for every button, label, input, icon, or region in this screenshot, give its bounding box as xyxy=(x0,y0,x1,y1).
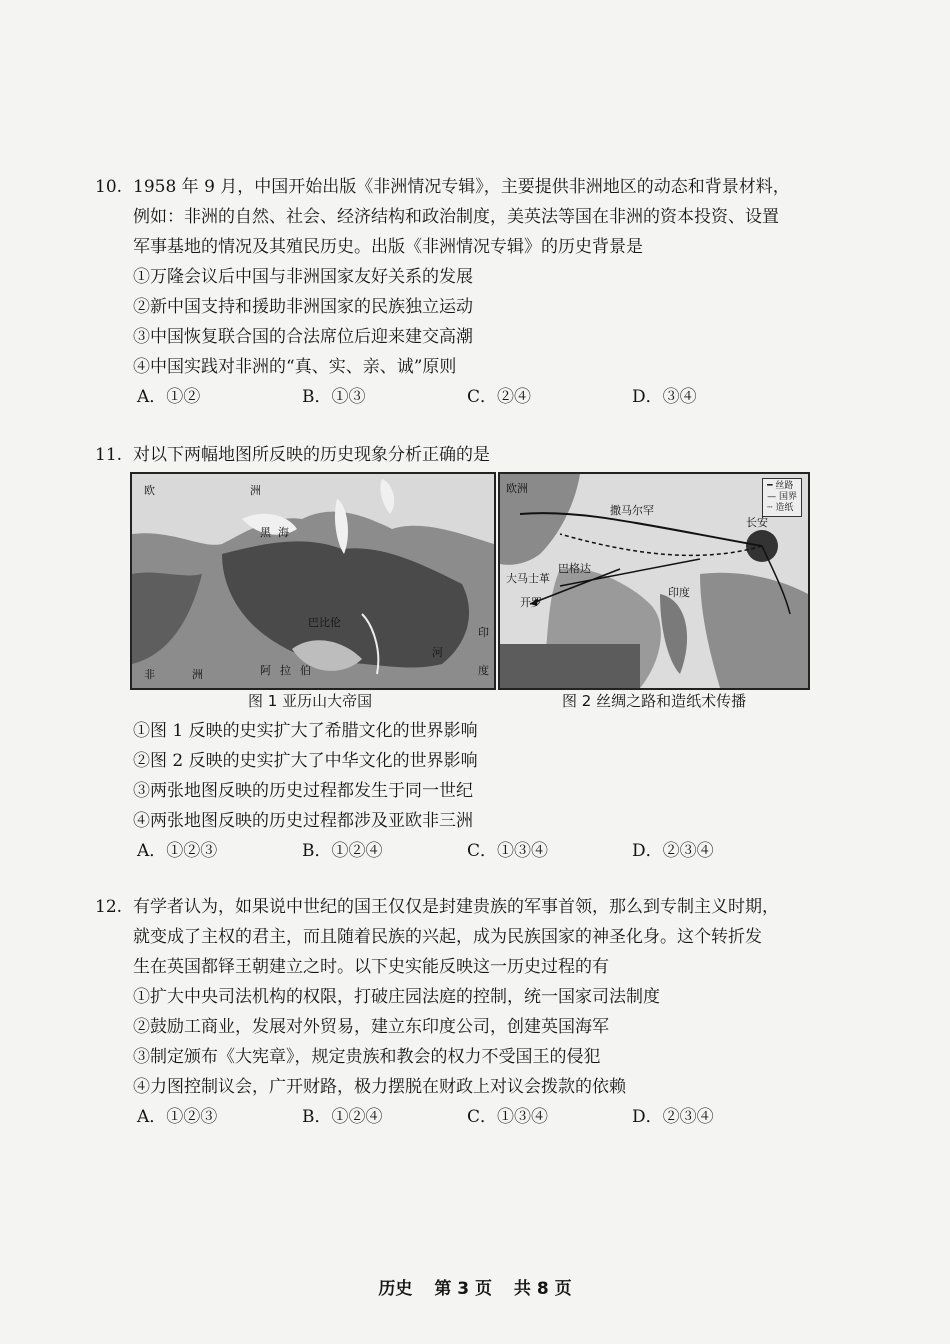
page-footer xyxy=(0,1274,950,1299)
map-silk-road xyxy=(498,472,810,690)
map-label: 洲 xyxy=(250,484,261,497)
map-label: 欧洲 xyxy=(506,482,528,495)
question-number: 11. xyxy=(95,445,123,465)
question-11 xyxy=(95,440,855,470)
legend-item: — 国界 xyxy=(767,492,797,502)
map-label: 印度 xyxy=(668,586,690,599)
question-number: 12. xyxy=(95,897,123,917)
map-label: 阿 xyxy=(260,664,271,677)
map2-caption: 图 2 丝绸之路和造纸术传播 xyxy=(562,692,747,710)
choice-c[interactable]: C．①③④ xyxy=(467,841,549,861)
statement-2: ②新中国支持和援助非洲国家的民族独立运动 xyxy=(133,297,473,317)
map-label: 巴格达 xyxy=(558,562,591,575)
question-stem xyxy=(133,172,855,262)
question-stem xyxy=(133,440,855,470)
map-label: 长安 xyxy=(746,516,768,529)
choice-c[interactable]: C．②④ xyxy=(467,387,532,407)
map-alexander-empire xyxy=(130,472,496,690)
statement-4: ④力图控制议会，广开财路，极力摆脱在财政上对议会拨款的依赖 xyxy=(133,1077,626,1097)
map-label: 非 xyxy=(144,668,155,681)
statement-2: ②图 2 反映的史实扩大了中华文化的世界影响 xyxy=(133,751,478,771)
map2-legend xyxy=(762,478,802,517)
map1-caption: 图 1 亚历山大帝国 xyxy=(248,692,373,710)
stem-line: 就变成了主权的君主，而且随着民族的兴起，成为民族国家的神圣化身。这个转折发 xyxy=(133,927,762,947)
map-label: 河 xyxy=(432,646,443,659)
map-label: 印 xyxy=(478,626,489,639)
statement-3: ③两张地图反映的历史过程都发生于同一世纪 xyxy=(133,781,473,801)
map-label: 黑 xyxy=(260,526,271,539)
footer-page-number: 第 3 页 xyxy=(434,1279,492,1299)
map-label: 撒马尔罕 xyxy=(610,504,654,517)
choice-d[interactable]: D．③④ xyxy=(632,387,697,407)
map-label: 洲 xyxy=(192,668,203,681)
question-stem xyxy=(133,892,855,982)
question-11-options xyxy=(95,716,855,866)
map-label: 大马士革 xyxy=(506,572,550,585)
map-label: 巴比伦 xyxy=(308,616,341,629)
choice-a[interactable]: A．①② xyxy=(137,387,201,407)
answer-choices xyxy=(137,836,855,866)
answer-choices xyxy=(137,1102,855,1132)
statement-1: ①扩大中央司法机构的权限，打破庄园法庭的控制，统一国家司法制度 xyxy=(133,987,660,1007)
map-figures xyxy=(130,472,810,688)
statement-4: ④中国实践对非洲的“真、实、亲、诚”原则 xyxy=(133,357,457,377)
answer-choices xyxy=(137,382,855,412)
map-label: 度 xyxy=(478,664,489,677)
statement-2: ②鼓励工商业，发展对外贸易，建立东印度公司，创建英国海军 xyxy=(133,1017,609,1037)
statement-3: ③中国恢复联合国的合法席位后迎来建交高潮 xyxy=(133,327,473,347)
stem-line: 例如：非洲的自然、社会、经济结构和政治制度，美英法等国在非洲的资本投资、设置 xyxy=(133,207,779,227)
map-label: 欧 xyxy=(144,484,155,497)
choice-a[interactable]: A．①②③ xyxy=(137,1107,218,1127)
choice-b[interactable]: B．①②④ xyxy=(302,1107,383,1127)
stem-line: 军事基地的情况及其殖民历史。出版《非洲情况专辑》的历史背景是 xyxy=(133,237,643,257)
statement-1: ①图 1 反映的史实扩大了希腊文化的世界影响 xyxy=(133,721,478,741)
choice-b[interactable]: B．①②④ xyxy=(302,841,383,861)
statement-4: ④两张地图反映的历史过程都涉及亚欧非三洲 xyxy=(133,811,473,831)
choice-c[interactable]: C．①③④ xyxy=(467,1107,549,1127)
stem-line: 有学者认为，如果说中世纪的国王仅仅是封建贵族的军事首领，那么到专制主义时期， xyxy=(133,897,779,917)
choice-d[interactable]: D．②③④ xyxy=(632,1107,714,1127)
question-12 xyxy=(95,892,855,1132)
question-number: 10. xyxy=(95,177,123,197)
choice-d[interactable]: D．②③④ xyxy=(632,841,714,861)
map-label: 伯 xyxy=(300,664,311,677)
statement-3: ③制定颁布《大宪章》，规定贵族和教会的权力不受国王的侵犯 xyxy=(133,1047,601,1067)
map-label: 开罗 xyxy=(520,596,542,609)
map-label: 拉 xyxy=(280,664,291,677)
question-10 xyxy=(95,172,855,412)
choice-b[interactable]: B．①③ xyxy=(302,387,366,407)
statement-1: ①万隆会议后中国与非洲国家友好关系的发展 xyxy=(133,267,473,287)
legend-item: ━ 丝路 xyxy=(767,481,794,491)
stem-line: 对以下两幅地图所反映的历史现象分析正确的是 xyxy=(133,445,490,465)
footer-subject: 历史 xyxy=(378,1279,413,1299)
stem-line: 1958 年 9 月，中国开始出版《非洲情况专辑》，主要提供非洲地区的动态和背景材料， xyxy=(133,177,790,197)
stem-line: 生在英国都铎王朝建立之时。以下史实能反映这一历史过程的有 xyxy=(133,957,609,977)
footer-total-pages: 共 8 页 xyxy=(513,1279,572,1299)
map-label: 海 xyxy=(278,526,289,539)
legend-item: ┄ 造纸 xyxy=(767,503,794,513)
choice-a[interactable]: A．①②③ xyxy=(137,841,218,861)
